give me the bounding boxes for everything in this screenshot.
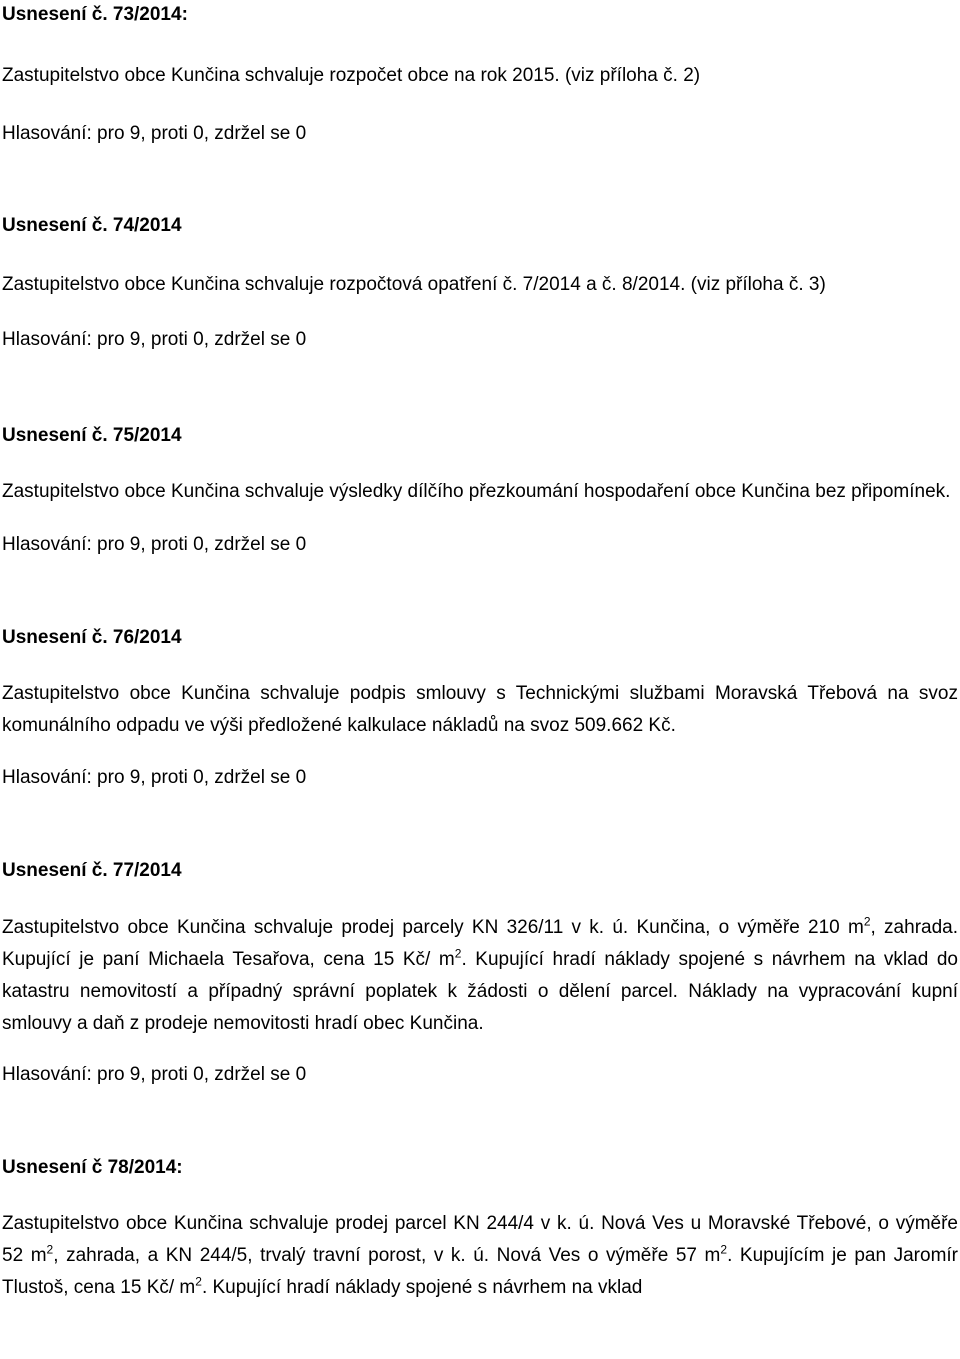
text-part: . Kupujícím je pan Jaromír Tlustoš, cena 15 Kč/ m xyxy=(2,1245,959,1298)
resolution-76 xyxy=(2,623,958,793)
spacer xyxy=(2,1090,958,1153)
resolution-text: Zastupitelstvo obce Kunčina schvaluje podpis smlouvy s Technickými službami Moravská Třebová na svoz komunálního odpadu ve výši předložené kalkulace nákladů na svoz 509.662 Kč. xyxy=(2,683,958,736)
spacer xyxy=(2,149,958,211)
resolution-text: Zastupitelstvo obce Kunčina schvaluje rozpočtová opatření č. 7/2014 a č. 8/2014. (viz příloha č. 3) xyxy=(2,274,826,295)
resolution-title: Usnesení č. 75/2014 xyxy=(2,425,182,446)
resolution-78 xyxy=(2,1153,958,1304)
superscript: 2 xyxy=(195,1274,202,1289)
text-part: Zastupitelstvo obce Kunčina schvaluje prodej parcel KN 244/4 v k. ú. Nová Ves u Moravské Třebové, o výměře 52 m xyxy=(2,1213,958,1266)
resolution-75 xyxy=(2,421,958,560)
resolution-77 xyxy=(2,856,958,1090)
resolution-text xyxy=(2,1208,958,1304)
text-part: . Kupující hradí náklady spojené s návrhem na vklad do katastru nemovitostí a případný správní poplatek k žádosti o dělení parcel. Náklady na vypracování kupní smlouvy a daň z prodeje nemovitosti hradí obec Kunčina. xyxy=(2,949,958,1034)
spacer xyxy=(2,355,958,421)
resolution-vote: Hlasování: pro 9, proti 0, zdržel se 0 xyxy=(2,123,307,144)
superscript: 2 xyxy=(863,914,871,929)
text-part: , zahrada, a KN 244/5, trvalý travní porost, v k. ú. Nová Ves o výměře 57 m xyxy=(53,1245,721,1266)
resolution-vote: Hlasování: pro 9, proti 0, zdržel se 0 xyxy=(2,1064,307,1085)
superscript: 2 xyxy=(720,1242,728,1257)
superscript: 2 xyxy=(46,1242,54,1257)
superscript: 2 xyxy=(454,946,462,961)
spacer xyxy=(2,560,958,623)
resolution-title: Usnesení č. 73/2014: xyxy=(2,4,188,25)
text-part: . Kupující hradí náklady spojené s návrhem na vklad xyxy=(201,1277,643,1298)
resolution-vote: Hlasování: pro 9, proti 0, zdržel se 0 xyxy=(2,767,307,788)
resolution-title: Usnesení č. 76/2014 xyxy=(2,627,182,648)
spacer xyxy=(2,793,958,856)
resolution-text xyxy=(2,912,958,1040)
resolution-vote: Hlasování: pro 9, proti 0, zdržel se 0 xyxy=(2,534,307,555)
text-part: , zahrada. Kupující je paní Michaela Tesařova, cena 15 Kč/ m xyxy=(2,917,958,970)
resolution-text: Zastupitelstvo obce Kunčina schvaluje rozpočet obce na rok 2015. (viz příloha č. 2) xyxy=(2,65,701,86)
text-part: Zastupitelstvo obce Kunčina schvaluje prodej parcely KN 326/11 v k. ú. Kunčina, o výměře 210 m xyxy=(2,917,864,938)
resolution-vote: Hlasování: pro 9, proti 0, zdržel se 0 xyxy=(2,329,307,350)
resolution-74 xyxy=(2,211,958,355)
resolution-title: Usnesení č. 74/2014 xyxy=(2,215,182,236)
resolution-text: Zastupitelstvo obce Kunčina schvaluje výsledky dílčího přezkoumání hospodaření obce Kunčina bez připomínek. xyxy=(2,481,951,502)
resolution-73 xyxy=(2,0,958,149)
resolution-title: Usnesení č 78/2014: xyxy=(2,1157,183,1178)
resolution-title: Usnesení č. 77/2014 xyxy=(2,860,182,881)
